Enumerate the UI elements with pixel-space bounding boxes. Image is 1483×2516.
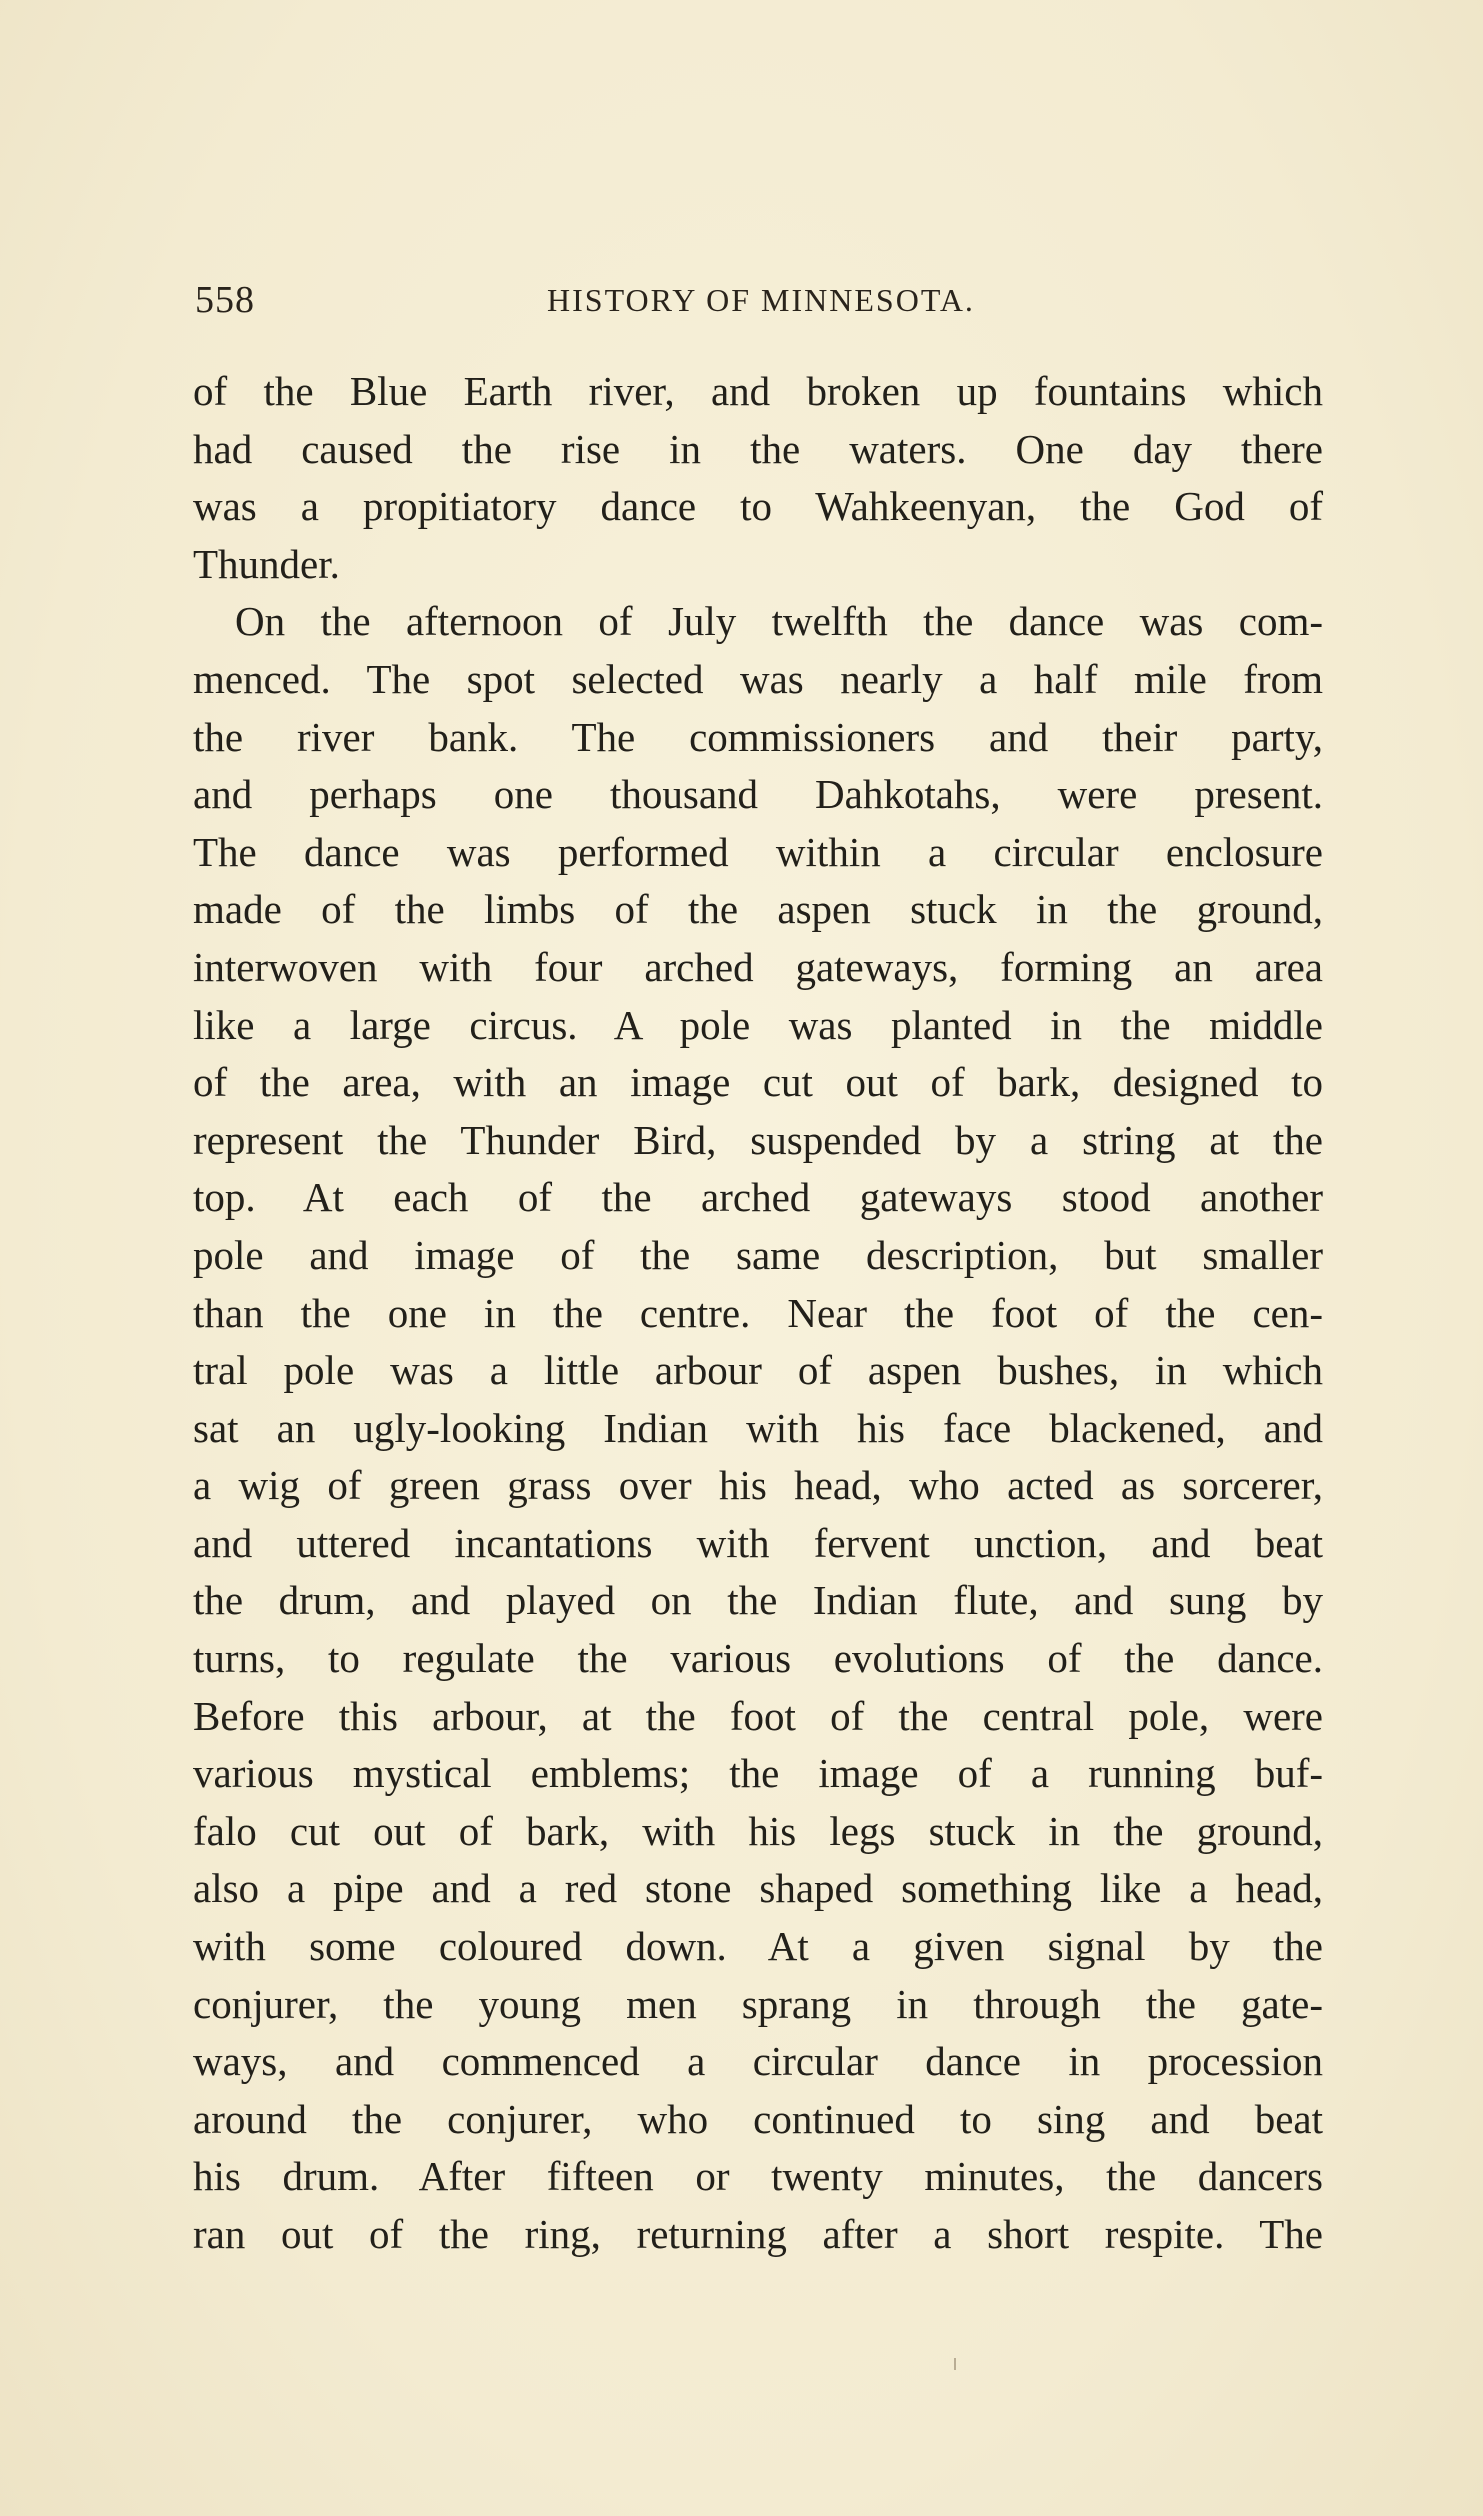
- text-line: than the one in the centre. Near the foot of the cen-: [193, 1289, 1323, 1336]
- text-line: around the conjurer, who continued to sing and beat: [193, 2095, 1323, 2142]
- text-line: also a pipe and a red stone shaped something like a head,: [193, 1865, 1323, 1912]
- text-line: had caused the rise in the waters. One day there: [193, 425, 1323, 472]
- text-line: Thunder.: [193, 540, 340, 587]
- text-line: various mystical emblems; the image of a running buf-: [193, 1750, 1323, 1797]
- text-line: Before this arbour, at the foot of the central pole, were: [193, 1692, 1323, 1739]
- running-head: [195, 278, 1328, 338]
- text-line: was a propitiatory dance to Wahkeenyan, the God of: [193, 483, 1323, 530]
- paragraph-first-line: On the afternoon of July twelfth the dance was com-: [235, 598, 1323, 645]
- page-number: 558: [195, 279, 255, 321]
- text-line: interwoven with four arched gateways, forming an area: [193, 943, 1323, 990]
- text-line: of the area, with an image cut out of bark, designed to: [193, 1059, 1323, 1106]
- text-line: the river bank. The commissioners and their party,: [193, 713, 1323, 760]
- text-line: conjurer, the young men sprang in through the gate-: [193, 1980, 1323, 2027]
- text-line: and uttered incantations with fervent unction, and beat: [193, 1519, 1323, 1566]
- text-line: ran out of the ring, returning after a short respite. The: [193, 2211, 1323, 2257]
- text-line: represent the Thunder Bird, suspended by a string at the: [193, 1116, 1323, 1163]
- text-line: made of the limbs of the aspen stuck in the ground,: [193, 886, 1323, 933]
- text-line: ways, and commenced a circular dance in procession: [193, 2038, 1323, 2085]
- text-line: sat an ugly-looking Indian with his face blackened, and: [193, 1404, 1323, 1451]
- text-line: of the Blue Earth river, and broken up fountains which: [193, 368, 1323, 414]
- text-line: his drum. After fifteen or twenty minutes, the dancers: [193, 2153, 1323, 2200]
- text-line: turns, to regulate the various evolutions of the dance.: [193, 1635, 1323, 1682]
- text-line: menced. The spot selected was nearly a half mile from: [193, 655, 1323, 702]
- text-line: tral pole was a little arbour of aspen bushes, in which: [193, 1347, 1323, 1394]
- text-line: the drum, and played on the Indian flute, and sung by: [193, 1577, 1323, 1624]
- text-line: and perhaps one thousand Dahkotahs, were present.: [193, 771, 1323, 818]
- running-title: HISTORY OF MINNESOTA.: [547, 282, 975, 318]
- text-line: like a large circus. A pole was planted in the middle: [193, 1001, 1323, 1048]
- text-line: top. At each of the arched gateways stood another: [193, 1174, 1323, 1221]
- print-speck: [954, 2358, 956, 2370]
- text-line: with some coloured down. At a given signal by the: [193, 1923, 1323, 1970]
- text-line: The dance was performed within a circular enclosure: [193, 828, 1323, 875]
- text-line: pole and image of the same description, but smaller: [193, 1231, 1323, 1278]
- text-line: falo cut out of bark, with his legs stuck in the ground,: [193, 1807, 1323, 1854]
- body-text: [193, 363, 1323, 2264]
- text-line: a wig of green grass over his head, who acted as sorcerer,: [193, 1462, 1323, 1509]
